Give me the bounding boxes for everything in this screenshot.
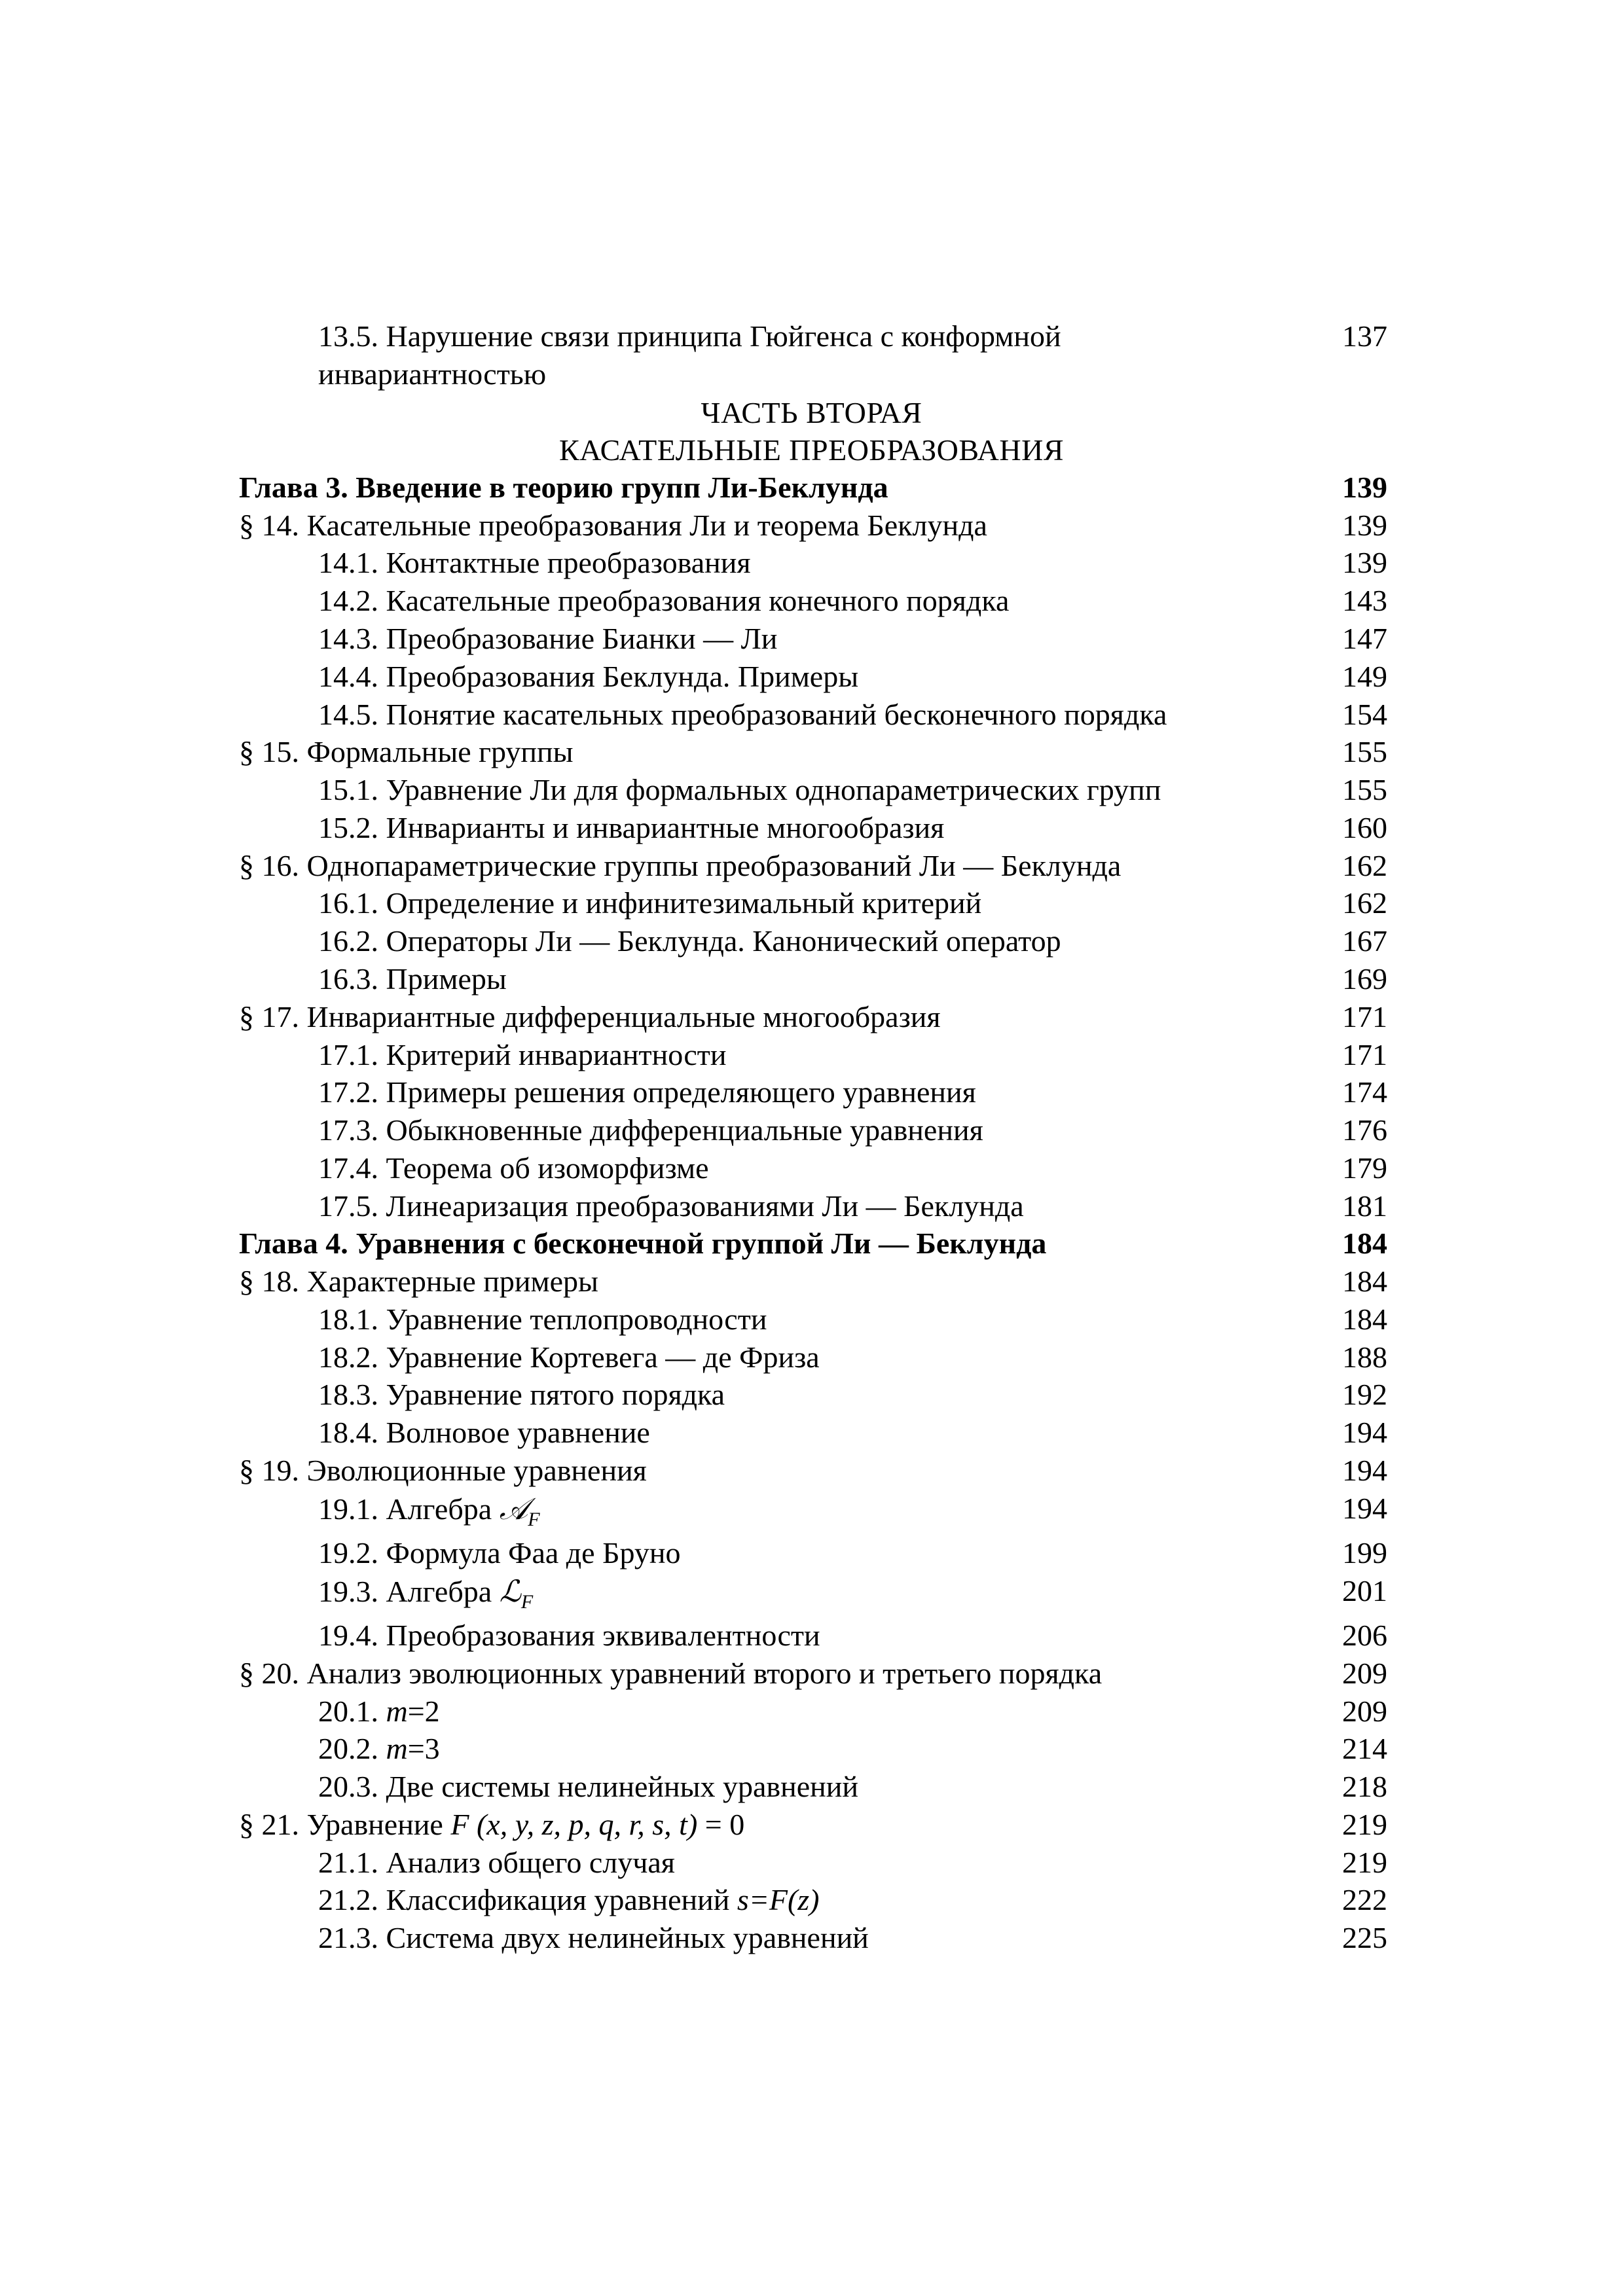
toc-subsection-15-1	[0, 771, 1623, 809]
toc-page-number: 162	[1342, 886, 1387, 920]
toc-page-number: 160	[1342, 811, 1387, 844]
toc-entry-title: § 17. Инвариантные дифференциальные многообразия	[239, 1000, 941, 1033]
toc-chapter-3	[0, 469, 1623, 507]
toc-page-number: 225	[1342, 1921, 1387, 1954]
toc-page-number: 162	[1342, 849, 1387, 882]
toc-page-number: 155	[1342, 735, 1387, 768]
toc-section-21	[0, 1806, 1623, 1844]
toc-page-number: 149	[1342, 660, 1387, 693]
toc-entry-title: 17.3. Обыкновенные дифференциальные уравнения	[318, 1113, 983, 1147]
toc-entry-title: § 20. Анализ эволюционных уравнений второго и третьего порядка	[239, 1657, 1103, 1690]
toc-page-number: 139	[1342, 546, 1387, 579]
toc-page-number: 169	[1342, 962, 1387, 996]
toc-page-number: 176	[1342, 1113, 1387, 1147]
toc-subsection-19-4	[0, 1617, 1623, 1655]
toc-entry-title: 16.3. Примеры	[318, 962, 507, 996]
toc-entry-title: 17.5. Линеаризация преобразованиями Ли — Беклунда	[318, 1189, 1024, 1223]
toc-entry-title: Глава 4. Уравнения с бесконечной группой Ли — Беклунда	[239, 1227, 1047, 1260]
toc-subsection-17-2	[0, 1073, 1623, 1111]
toc-page-number: 199	[1342, 1536, 1387, 1570]
toc-subsection-20-2	[0, 1730, 1623, 1768]
toc-entry-title: 16.1. Определение и инфинитезимальный критерий	[318, 886, 982, 920]
toc-section-20	[0, 1655, 1623, 1693]
toc-subsection-19-3	[0, 1572, 1623, 1613]
toc-page-number: 209	[1342, 1657, 1387, 1690]
toc-page-number: 181	[1342, 1189, 1387, 1223]
part-title	[0, 431, 1623, 469]
toc-entry-title: 14.5. Понятие касательных преобразований бесконечного порядка	[318, 698, 1167, 731]
toc-entry-title: 17.2. Примеры решения определяющего уравнения	[318, 1075, 976, 1109]
toc-subsection-14-2	[0, 582, 1623, 620]
toc-page-number: 218	[1342, 1770, 1387, 1803]
toc-entry-title: 18.3. Уравнение пятого порядка	[318, 1378, 725, 1411]
toc-subsection-20-3	[0, 1768, 1623, 1806]
toc-entry-title: 14.4. Преобразования Беклунда. Примеры	[318, 660, 859, 693]
toc-section-14	[0, 507, 1623, 545]
toc-entry-title: 18.4. Волновое уравнение	[318, 1416, 650, 1449]
toc-section-17	[0, 998, 1623, 1036]
toc-page-number: 139	[1342, 509, 1387, 542]
toc-entry-title: 19.2. Формула Фаа де Бруно	[318, 1536, 681, 1570]
toc-subsection-17-1	[0, 1036, 1623, 1074]
toc-section-16	[0, 847, 1623, 885]
toc-entry-title: 17.4. Теорема об изоморфизме	[318, 1151, 709, 1185]
toc-entry-title: 20.1. m=2	[318, 1695, 440, 1728]
toc-subsection-18-1	[0, 1300, 1623, 1338]
algebra-symbol-l: ℒ	[499, 1573, 521, 1609]
toc-subsection-16-2	[0, 922, 1623, 960]
toc-entry-title: § 19. Эволюционные уравнения	[239, 1454, 647, 1487]
toc-subsection-14-3	[0, 620, 1623, 658]
toc-entry-title: § 21. Уравнение F (x, y, z, p, q, r, s, t) = 0	[239, 1808, 745, 1841]
symbol-subscript: F	[520, 1591, 534, 1613]
toc-page-number: 209	[1342, 1695, 1387, 1728]
toc-page-number: 184	[1342, 1302, 1387, 1336]
toc-subsection-18-3	[0, 1376, 1623, 1414]
toc-section-15	[0, 733, 1623, 771]
toc-page-number: 188	[1342, 1340, 1387, 1374]
toc-subsection-17-3	[0, 1111, 1623, 1149]
toc-entry-title: 18.1. Уравнение теплопроводности	[318, 1302, 767, 1336]
part-heading	[0, 394, 1623, 432]
toc-page-number: 194	[1342, 1454, 1387, 1487]
toc-page-number: 174	[1342, 1075, 1387, 1109]
toc-page-number: 184	[1342, 1265, 1387, 1298]
toc-subsection-15-2	[0, 809, 1623, 847]
toc-entry-title: 20.3. Две системы нелинейных уравнений	[318, 1770, 859, 1803]
toc-subsection-19-1	[0, 1490, 1623, 1528]
toc-entry-title: 19.3. Алгебра ℒ$_F$	[318, 1573, 534, 1613]
toc-section-19	[0, 1452, 1623, 1490]
toc-entry-title: Глава 3. Введение в теорию групп Ли-Беклунда	[239, 471, 888, 504]
toc-subsection-14-1	[0, 544, 1623, 582]
toc-page-number: 214	[1342, 1732, 1387, 1765]
toc-entry-title: 13.5. Нарушение связи принципа Гюйгенса с конформной	[318, 319, 1061, 353]
toc-entry-title: инвариантностью	[318, 357, 547, 391]
part-number: ЧАСТЬ ВТОРАЯ	[701, 396, 922, 429]
toc-page-number: 219	[1342, 1846, 1387, 1879]
toc-page-number: 219	[1342, 1808, 1387, 1841]
toc-page-number: 201	[1342, 1574, 1387, 1607]
toc-page-number: 192	[1342, 1378, 1387, 1411]
toc-entry-title: 14.2. Касательные преобразования конечного порядка	[318, 584, 1010, 617]
toc-page-number: 143	[1342, 584, 1387, 617]
toc-entry-title: 14.1. Контактные преобразования	[318, 546, 751, 579]
toc-page-number: 171	[1342, 1000, 1387, 1033]
toc-entry-title: 21.2. Классификация уравнений s=F(z)	[318, 1883, 820, 1916]
toc-entry-title: § 14. Касательные преобразования Ли и теорема Беклунда	[239, 509, 987, 542]
toc-subsection-21-1	[0, 1844, 1623, 1882]
toc-entry-title: 21.1. Анализ общего случая	[318, 1846, 675, 1879]
symbol-subscript: F	[528, 1509, 540, 1530]
toc-entry-title: 20.2. m=3	[318, 1732, 440, 1765]
toc-page-number: 206	[1342, 1619, 1387, 1652]
toc-page-number: 147	[1342, 622, 1387, 655]
toc-subsection-18-4	[0, 1414, 1623, 1452]
toc-entry-title: § 15. Формальные группы	[239, 735, 574, 768]
toc-entry-title: § 18. Характерные примеры	[239, 1265, 598, 1298]
formula: m	[386, 1732, 408, 1765]
toc-page-number: 155	[1342, 773, 1387, 806]
toc-chapter-4	[0, 1225, 1623, 1263]
algebra-symbol-a: 𝒜	[499, 1491, 528, 1526]
toc-page-number: 179	[1342, 1151, 1387, 1185]
toc-page-number: 194	[1342, 1416, 1387, 1449]
toc-subsection-13-5	[0, 317, 1623, 355]
toc-subsection-19-2	[0, 1534, 1623, 1572]
toc-entry-title: 21.3. Система двух нелинейных уравнений	[318, 1921, 869, 1954]
formula: s=F(z)	[737, 1883, 820, 1916]
toc-page-number: 167	[1342, 924, 1387, 958]
toc-subsection-13-5-continuation	[0, 355, 1623, 393]
toc-entry-title: 15.1. Уравнение Ли для формальных однопараметрических групп	[318, 773, 1161, 806]
toc-subsection-16-1	[0, 884, 1623, 922]
toc-page-number: 137	[1342, 319, 1387, 353]
toc-subsection-14-4	[0, 658, 1623, 696]
toc-page-number: 194	[1342, 1492, 1387, 1525]
toc-page-number: 139	[1342, 471, 1387, 504]
toc-subsection-17-5	[0, 1187, 1623, 1225]
toc-subsection-18-2	[0, 1338, 1623, 1376]
toc-entry-title: 18.2. Уравнение Кортевега — де Фриза	[318, 1340, 820, 1374]
part-title-text: КАСАТЕЛЬНЫЕ ПРЕОБРАЗОВАНИЯ	[558, 433, 1064, 467]
toc-entry-title: 16.2. Операторы Ли — Беклунда. Канонический оператор	[318, 924, 1061, 958]
toc-entry-title: 14.3. Преобразование Бианки — Ли	[318, 622, 778, 655]
toc-subsection-21-2	[0, 1881, 1623, 1919]
formula: m	[386, 1695, 408, 1728]
toc-page-number: 154	[1342, 698, 1387, 731]
toc-entry-title: 19.4. Преобразования эквивалентности	[318, 1619, 820, 1652]
toc-page-number: 184	[1342, 1227, 1387, 1260]
toc-entry-title: § 16. Однопараметрические группы преобразований Ли — Беклунда	[239, 849, 1122, 882]
toc-page-number: 222	[1342, 1883, 1387, 1916]
toc-subsection-16-3	[0, 960, 1623, 998]
toc-page-number: 171	[1342, 1038, 1387, 1071]
toc-entry-title: 19.1. Алгебра 𝒜$_F$	[318, 1491, 540, 1530]
toc-subsection-17-4	[0, 1149, 1623, 1187]
toc-subsection-21-3	[0, 1919, 1623, 1957]
toc-subsection-20-1	[0, 1693, 1623, 1731]
toc-section-18	[0, 1263, 1623, 1300]
toc-entry-title: 15.2. Инварианты и инвариантные многообразия	[318, 811, 945, 844]
formula: F (x, y, z, p, q, r, s, t)	[450, 1808, 698, 1841]
toc-subsection-14-5	[0, 696, 1623, 734]
toc-entry-title: 17.1. Критерий инвариантности	[318, 1038, 727, 1071]
